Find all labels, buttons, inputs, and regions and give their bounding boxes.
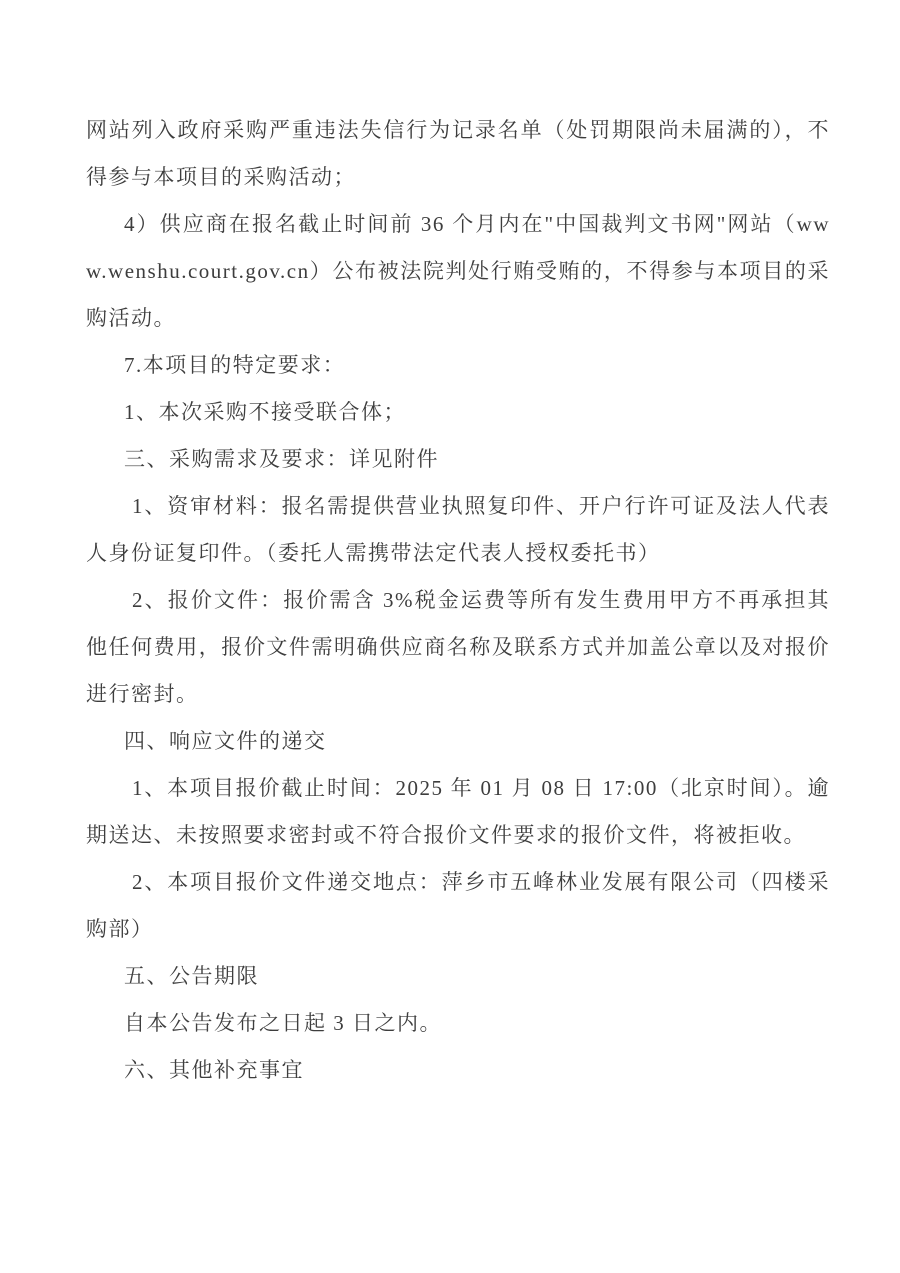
para-clause-7-specific-requirements: 7.本项目的特定要求： [124,353,346,377]
heading-section-4-response-submission: 四、响应文件的递交 [124,729,327,753]
para-item-2-quotation-documents: 2、报价文件：报价需含 3%税金运费等所有发生费用甲方不再承担其他任何费用，报价文件需明确供应商名称及联系方式并加盖公章以及对报价进行密封。 [86,588,830,706]
para-item-1-quotation-deadline: 1、本项目报价截止时间：2025 年 01 月 08 日 17:00（北京时间）。逾期送达、未按照要求密封或不符合报价文件要求的报价文件，将被拒收。 [86,776,830,847]
para-item-1-qualification-materials: 1、资审材料：报名需提供营业执照复印件、开户行许可证及法人代表人身份证复印件。（委托人需携带法定代表人授权委托书） [86,494,830,565]
para-clause-4-judgment-website: 4）供应商在报名截止时间前 36 个月内在"中国裁判文书网"网站（www.wenshu.court.gov.cn）公布被法院判处行贿受贿的，不得参与本项目的采购活动。 [86,212,830,330]
para-blacklist-clause-continuation: 网站列入政府采购严重违法失信行为记录名单（处罚期限尚未届满的），不得参与本项目的采购活动； [86,118,830,189]
heading-section-5-announcement-period: 五、公告期限 [124,964,259,988]
heading-section-3-procurement-requirements: 三、采购需求及要求：详见附件 [124,447,439,471]
para-announcement-period-value: 自本公告发布之日起 3 日之内。 [124,1011,442,1035]
document-body [86,107,830,1094]
para-no-consortium: 1、本次采购不接受联合体； [124,400,406,424]
heading-section-6-other-supplementary-matters: 六、其他补充事宜 [124,1058,304,1082]
para-item-2-submission-location: 2、本项目报价文件递交地点：萍乡市五峰林业发展有限公司（四楼采购部） [86,870,830,941]
